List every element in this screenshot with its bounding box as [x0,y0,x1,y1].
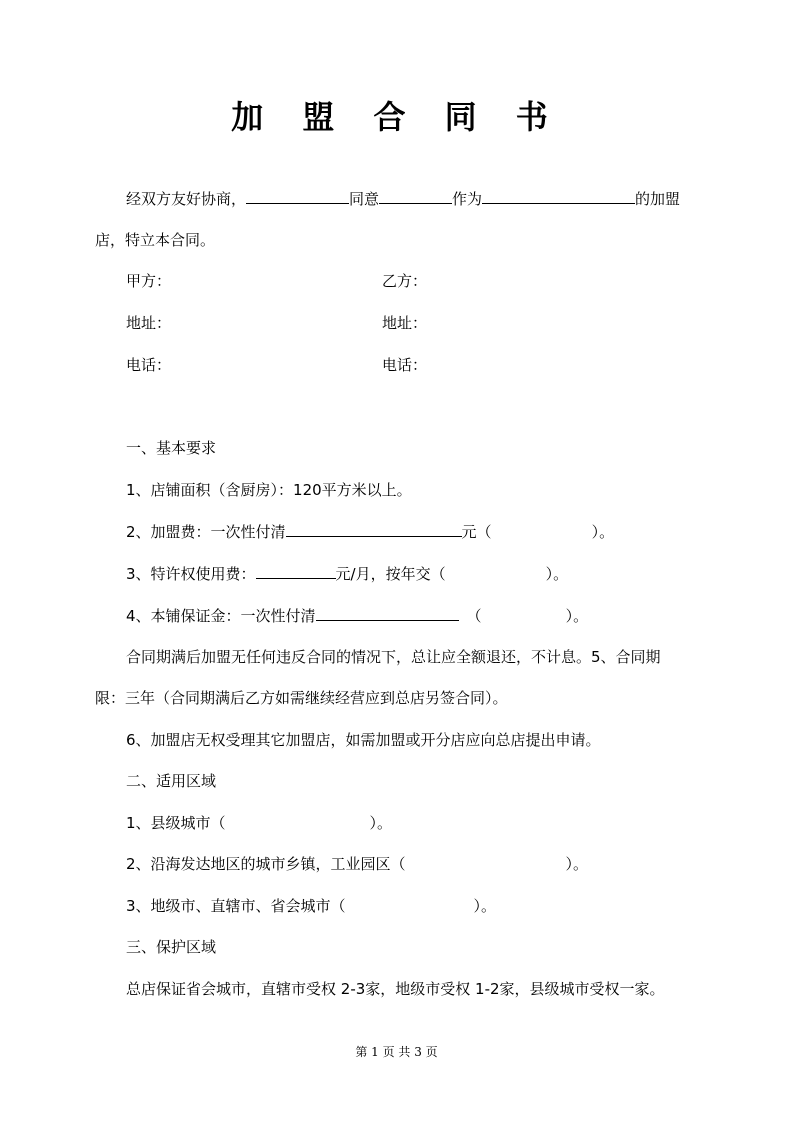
phone-b-label: 电话： [382,356,428,374]
blank-field-brand [482,188,635,204]
blank-field-deposit [316,605,459,621]
section2-item3: 3、地级市、直辖市、省会城市（ ）。 [126,897,497,915]
intro-line-2: 店，特立本合同。 [95,231,216,249]
section2-heading: 二、适用区域 [126,772,217,790]
intro-text-3: 作为 [452,190,483,208]
section1-para-line2: 限：三年（合同期满后乙方如需继续经营应到总店另签合同）。 [95,689,508,707]
party-b-label: 乙方： [382,272,428,290]
section1-item6: 6、加盟店无权受理其它加盟店，如需加盟或开分店应向总店提出申请。 [126,731,601,749]
section2-item2: 2、沿海发达地区的城市乡镇，工业园区（ ）。 [126,855,589,873]
section1-item3: 3、特许权使用费： 元/月，按年交（ ）。 [126,565,569,583]
blank-field-agree [379,188,452,204]
intro-text-4: 的加盟 [635,190,681,208]
section2-item1: 1、县级城市（ ）。 [126,814,393,832]
address-a-label: 地址： [126,314,172,332]
document-title: 加 盟 合 同 书 [231,98,562,136]
intro-line [126,188,680,209]
page-footer: 第 1 页 共 3 页 [355,1045,438,1059]
blank-field-party [246,188,349,204]
address-b-label: 地址： [382,314,428,332]
blank-field-royalty [256,563,336,579]
section3-heading: 三、保护区域 [126,938,217,956]
phone-a-label: 电话： [126,356,172,374]
section1-para-line1: 合同期满后加盟无任何违反合同的情况下，总让应全额退还，不计息。5、合同期 [126,648,661,666]
section1-item2: 2、加盟费：一次性付清 元（ ）。 [126,523,615,541]
intro-text-1: 经双方友好协商， [126,190,247,208]
blank-field-fee [286,521,462,537]
intro-text-2: 同意 [349,190,380,208]
section1-item1: 1、店铺面积（含厨房）：120平方米以上。 [126,481,412,499]
section3-text: 总店保证省会城市，直辖市受权 2-3家，地级市受权 1-2家，县级城市受权一家。 [126,980,665,998]
section1-item4: 4、本铺保证金：一次性付清 （ ）。 [126,607,589,625]
section1-heading: 一、基本要求 [126,439,217,457]
party-a-label: 甲方： [126,272,172,290]
